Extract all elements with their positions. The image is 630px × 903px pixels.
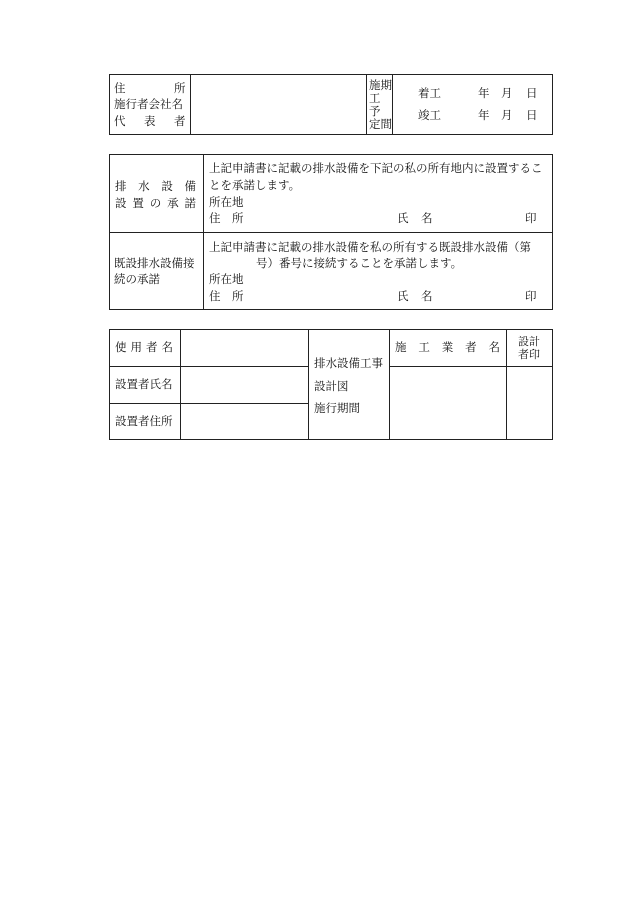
consent-text-line2: とを承諾します。 <box>209 178 301 192</box>
address-label-1: 住 <box>114 81 126 95</box>
address-label-2: 所 <box>232 211 244 225</box>
consent-text-line2: 号）番号に接続することを承諾します。 <box>256 256 463 270</box>
finish-day: 日 <box>526 108 538 122</box>
location-label: 所在地 <box>209 195 244 209</box>
drainage-install-label-line2: 設 置 の 承 諾 <box>115 196 196 210</box>
period-label-3: 予 <box>369 104 381 118</box>
representative-label-3: 者 <box>174 114 186 128</box>
drainage-install-label-line1: 排 水 設 備 <box>115 179 196 193</box>
divider <box>109 232 553 233</box>
designer-seal-label-1: 設計 <box>518 335 540 348</box>
installer-address-label: 設置者住所 <box>115 414 173 428</box>
finish-label: 竣工 <box>418 108 441 122</box>
divider <box>109 366 308 367</box>
name-label-1: 氏 <box>397 289 409 303</box>
existing-connection-label-line1: 既設排水設備接 <box>114 256 195 270</box>
representative-label-2: 表 <box>144 114 156 128</box>
divider <box>506 329 507 440</box>
start-month: 月 <box>501 86 513 100</box>
divider <box>109 403 308 404</box>
period-label-2: 工 <box>369 91 381 105</box>
divider <box>366 74 367 135</box>
construction-label: 排水設備工事 <box>314 356 383 370</box>
address-label-1: 住 <box>209 211 221 225</box>
seal-label: 印 <box>525 289 537 303</box>
period-label-4: 定間 <box>369 117 392 131</box>
finish-month: 月 <box>501 108 513 122</box>
address-label-2: 所 <box>232 289 244 303</box>
representative-label-1: 代 <box>114 114 126 128</box>
divider <box>389 329 390 440</box>
location-label: 所在地 <box>209 272 244 286</box>
divider <box>392 74 393 135</box>
contractor-name-label: 施 工 業 者 名 <box>395 340 500 354</box>
design-drawing-label: 設計図 <box>314 379 349 393</box>
user-name-label: 使 用 者 名 <box>115 340 173 354</box>
address-label-1: 住 <box>209 289 221 303</box>
seal-label: 印 <box>525 211 537 225</box>
divider <box>308 329 309 440</box>
construction-period-label: 施行期間 <box>314 401 360 415</box>
address-label-2: 所 <box>174 81 186 95</box>
name-label-2: 名 <box>421 211 433 225</box>
name-label-1: 氏 <box>397 211 409 225</box>
divider <box>190 74 191 135</box>
designer-seal-label-2: 者印 <box>518 348 540 361</box>
name-label-2: 名 <box>421 289 433 303</box>
installer-name-label: 設置者氏名 <box>115 377 173 391</box>
divider <box>180 329 181 440</box>
consent-text-line1: 上記申請書に記載の排水設備を私の所有する既設排水設備（第 <box>209 240 531 254</box>
period-label-1: 施期 <box>369 78 392 92</box>
consent-text-line1: 上記申請書に記載の排水設備を下記の私の所有地内に設置するこ <box>209 161 543 175</box>
start-label: 着工 <box>418 86 441 100</box>
divider <box>389 366 553 367</box>
start-year: 年 <box>478 86 490 100</box>
finish-year: 年 <box>478 108 490 122</box>
existing-connection-label-line2: 続の承諾 <box>114 272 160 286</box>
company-name-label: 施行者会社名 <box>114 97 183 111</box>
start-day: 日 <box>526 86 538 100</box>
